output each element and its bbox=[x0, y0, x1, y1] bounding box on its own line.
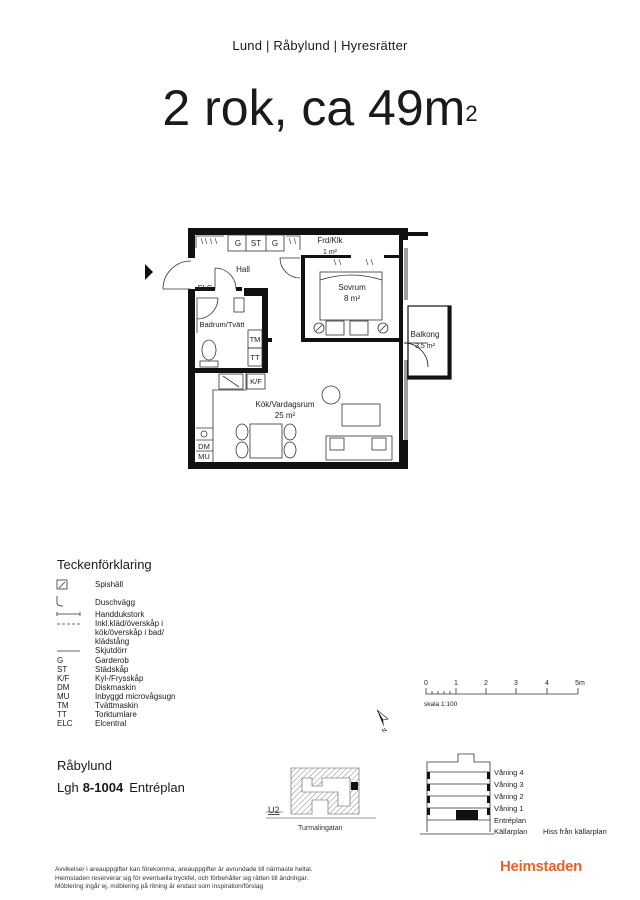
page-subtitle: Lund | Råbylund | Hyresrätter bbox=[232, 38, 408, 53]
scale-tick-3: 3 bbox=[514, 680, 518, 687]
section-floor-4: Våning 4 bbox=[494, 768, 524, 777]
scale-tick-2: 2 bbox=[484, 680, 488, 687]
apt-floor: Entréplan bbox=[129, 780, 185, 795]
tt-label: TT bbox=[250, 353, 260, 362]
legend-desc: Torktumlare bbox=[95, 710, 137, 719]
balcony-label: Balkong bbox=[410, 330, 440, 339]
title-sup: 2 bbox=[465, 101, 478, 126]
elc-label: ELC bbox=[197, 283, 213, 292]
entry-door bbox=[163, 258, 300, 289]
legend-abbr: TM bbox=[57, 701, 69, 710]
towel-dryer-icon bbox=[57, 612, 80, 616]
kf-label: K/F bbox=[250, 377, 262, 386]
closet-label-g1: G bbox=[234, 239, 242, 248]
disclaimer-line-3: Möblering ingår ej, möblering på ritning är endast som inspiration/förslag bbox=[55, 883, 264, 890]
kitchen-label: Kök/Vardagsrum bbox=[255, 400, 315, 409]
brand-logo: Heimstaden bbox=[500, 858, 583, 875]
balcony-area: 3,5 m² bbox=[415, 343, 435, 350]
section-floor-3: Våning 3 bbox=[494, 780, 524, 789]
scale-tick-4: 4 bbox=[545, 680, 549, 687]
entrance-arrow-icon bbox=[145, 264, 153, 280]
living-furniture bbox=[322, 386, 392, 460]
scale-tick-1: 1 bbox=[454, 680, 458, 687]
legend-desc: Diskmaskin bbox=[95, 683, 136, 692]
legend-desc: Elcentral bbox=[95, 719, 127, 728]
section-floor-basement: Källarplan bbox=[494, 827, 528, 836]
siteplan-street: Turmalingatan bbox=[298, 825, 343, 832]
stove-icon bbox=[57, 580, 67, 589]
section-floor-2: Våning 2 bbox=[494, 792, 524, 801]
disclaimer-line-1: Avvikelser i areauppgifter kan förekomma, areauppgifter är avrundade till närmaste heltal. bbox=[55, 866, 313, 873]
bathroom-label: Badrum/Tvätt bbox=[199, 320, 245, 329]
frd-klk-label: Frd/Klk bbox=[317, 236, 343, 245]
tm-label: TM bbox=[249, 335, 261, 344]
siteplan-code: U2 bbox=[268, 805, 280, 815]
legend-desc: Skjutdörr bbox=[95, 646, 128, 655]
site-plan bbox=[266, 768, 376, 818]
dining-table-icon bbox=[236, 424, 296, 458]
frd-klk-area: 1 m² bbox=[323, 249, 337, 256]
kitchen-area: 25 m² bbox=[274, 411, 296, 420]
legend-abbr: ST bbox=[57, 665, 68, 674]
legend-desc: Tvättmaskin bbox=[95, 701, 139, 710]
apt-number: 8-1004 bbox=[82, 780, 124, 795]
shower-wall-icon bbox=[57, 596, 63, 606]
legend-abbr: DM bbox=[57, 683, 70, 692]
project-name: Råbylund bbox=[57, 758, 112, 773]
dm-label: DM bbox=[198, 442, 210, 451]
compass-icon bbox=[377, 710, 389, 735]
legend-desc: Garderob bbox=[95, 656, 129, 665]
hanger-marks bbox=[201, 238, 373, 265]
bedroom-area: 8 m² bbox=[344, 294, 360, 303]
legend-desc: Städskåp bbox=[95, 665, 129, 674]
legend-desc: kök/överskåp i bad/ bbox=[95, 628, 164, 637]
legend-desc: Spishäll bbox=[95, 580, 124, 589]
closet-label-g2: G bbox=[271, 239, 279, 248]
hall-label: Hall bbox=[236, 265, 250, 274]
legend-abbr: G bbox=[57, 656, 64, 665]
legend-desc: Handdukstork bbox=[95, 610, 145, 619]
section-floor-1: Våning 1 bbox=[494, 804, 524, 813]
mu-label: MU bbox=[198, 452, 210, 461]
apt-prefix: Lgh bbox=[57, 780, 79, 795]
disclaimer-line-2: Heimstaden reserverar sig för eventuella tryckfel, och förbehåller sig rätten till ändringar. bbox=[55, 874, 309, 882]
scale-tick-5: 5m bbox=[575, 680, 585, 687]
disclaimer bbox=[55, 866, 355, 892]
section-elevator-note: Hiss från källarplan bbox=[543, 827, 607, 836]
closet-label-st: ST bbox=[250, 239, 262, 248]
bed-icon bbox=[314, 272, 388, 335]
building-section bbox=[420, 754, 494, 834]
legend-desc: Inkl.kläd/överskåp i bbox=[95, 619, 164, 628]
legend-desc: Kyl-/Frysskåp bbox=[95, 674, 144, 683]
apartment-line bbox=[57, 780, 185, 795]
scale-label: skala 1:100 bbox=[424, 701, 458, 708]
legend-desc: klädstång bbox=[95, 637, 130, 646]
exterior-walls bbox=[188, 228, 428, 469]
section-floor-entry: Entréplan bbox=[494, 816, 527, 825]
legend-abbr: MU bbox=[57, 692, 70, 701]
scale-tick-0: 0 bbox=[424, 680, 428, 687]
compass-label: N bbox=[381, 727, 389, 735]
scale-bar bbox=[426, 688, 578, 694]
legend-abbr: TT bbox=[57, 710, 67, 719]
legend-desc: Inbyggd microvågsugn bbox=[95, 692, 176, 701]
legend-abbr: K/F bbox=[57, 674, 70, 683]
legend-title: Teckenförklaring bbox=[57, 557, 152, 572]
bedroom-label: Sovrum bbox=[338, 283, 366, 292]
title-main: 2 rok, ca 49m bbox=[162, 80, 466, 136]
legend-desc: Duschvägg bbox=[95, 598, 136, 607]
legend-abbr: ELC bbox=[57, 719, 73, 728]
windows bbox=[405, 248, 407, 440]
